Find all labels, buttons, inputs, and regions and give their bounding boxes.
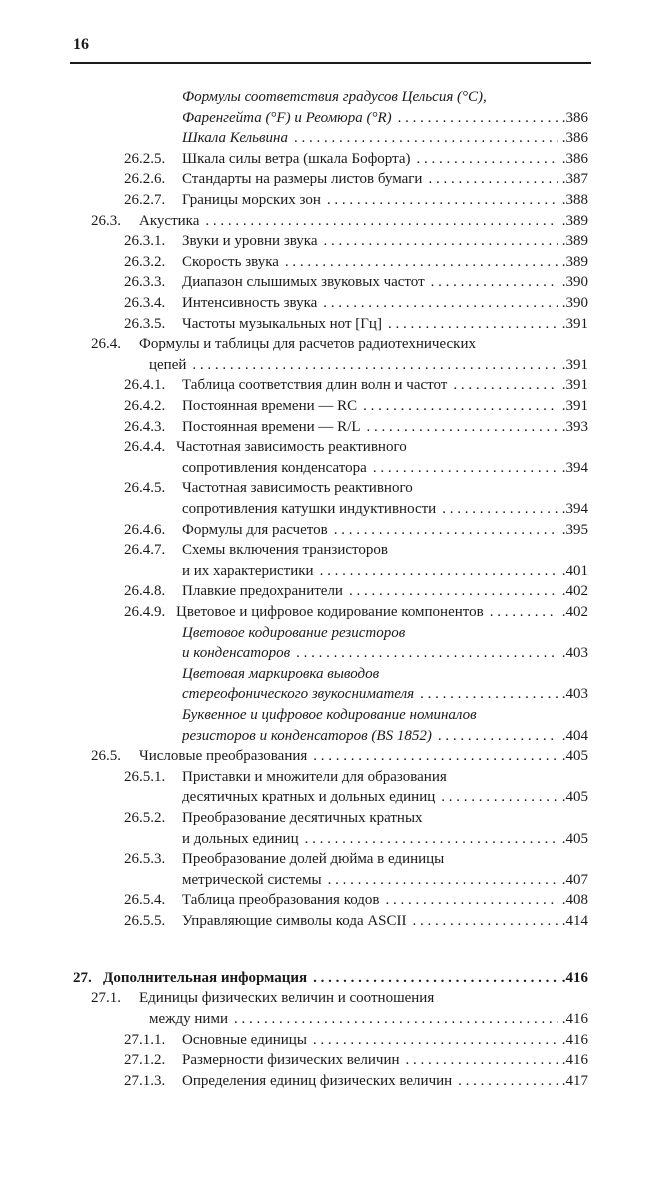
toc-entry-title: Акустика	[139, 212, 200, 229]
toc-entry[interactable]	[0, 870, 650, 890]
dot-leader	[447, 375, 558, 395]
toc-entry[interactable]	[0, 375, 650, 395]
toc-entry-title: между ними	[149, 1010, 228, 1027]
dot-leader	[314, 561, 558, 581]
dot-leader	[307, 1030, 558, 1050]
toc-entry[interactable]	[0, 808, 650, 828]
toc-entry-page: .389	[561, 253, 588, 270]
toc-entry-page: .394	[561, 501, 588, 517]
toc-entry[interactable]	[0, 252, 650, 272]
toc-entry-page: .391	[561, 377, 588, 394]
toc-entry-page: .391	[561, 356, 588, 373]
toc-entry-number: 26.4.2.	[124, 398, 166, 414]
dot-leader	[380, 890, 558, 910]
toc-entry-number: 26.5.5.	[124, 913, 166, 929]
toc-entry-title: Приставки и множители для образования	[182, 768, 447, 785]
toc-entry-title: Интенсивность звука	[182, 295, 318, 311]
dot-leader	[452, 1071, 558, 1091]
toc-entry-page: .401	[561, 562, 588, 579]
toc-entry-number: 26.4.6.	[124, 521, 166, 538]
toc-entry-page: .387	[561, 171, 588, 188]
toc-entry-page: .393	[561, 418, 588, 435]
toc-entry-number: 27.1.3.	[124, 1072, 166, 1089]
toc-entry-title: Частоты музыкальных нот [Гц]	[182, 315, 382, 332]
dot-leader	[414, 684, 558, 704]
dot-leader	[407, 911, 558, 931]
toc-entry[interactable]	[0, 355, 650, 375]
toc-entry-number: 26.3.	[91, 212, 121, 229]
dot-leader	[307, 968, 558, 988]
toc-entry-number: 26.2.5.	[124, 150, 166, 167]
toc-entry[interactable]	[0, 602, 650, 622]
dot-leader	[186, 355, 558, 375]
toc-entry-page: .386	[561, 130, 588, 147]
toc-entry-title: сопротивления конденсатора	[182, 459, 367, 476]
toc-entry-page: .388	[561, 192, 588, 208]
toc-entry-title: Границы морских зон	[182, 192, 321, 208]
toc-entry-title: Буквенное и цифровое кодирование номиналов	[182, 707, 477, 723]
toc-entry-title: Размерности физических величин	[182, 1052, 400, 1069]
toc-entry[interactable]	[0, 272, 650, 292]
toc-entry-title: Шкала силы ветра (шкала Бофорта)	[182, 150, 411, 167]
toc-entry-page: .389	[561, 212, 588, 229]
toc-entry-number: 26.4.3.	[124, 418, 166, 435]
toc-entry-page: .416	[561, 1052, 588, 1069]
toc-entry-number: 26.4.8.	[124, 583, 166, 600]
toc-entry-page: .416	[561, 1010, 588, 1027]
toc-entry[interactable]	[0, 1009, 650, 1029]
toc-entry[interactable]	[0, 417, 650, 437]
toc-entry-title: Таблица соответствия длин волн и частот	[182, 377, 448, 394]
toc-entry[interactable]	[0, 829, 650, 849]
toc-entry-number: 26.3.1.	[124, 233, 166, 250]
toc-entry-number: 26.2.6.	[124, 171, 166, 188]
toc-entry-number: 27.1.1.	[124, 1031, 166, 1048]
toc-entry-number: 27.1.	[91, 990, 121, 1007]
toc-entry-title: Шкала Кельвина	[182, 130, 288, 147]
toc-entry-page: .390	[561, 274, 588, 291]
toc-entry-page: .390	[561, 295, 588, 311]
toc-entry-title: Цветовая маркировка выводов	[182, 665, 380, 682]
dot-leader	[321, 190, 558, 210]
toc-entry-title: и дольных единиц	[182, 830, 299, 847]
toc-entry[interactable]	[0, 1030, 650, 1050]
toc-entry-page: .386	[561, 109, 588, 126]
toc-entry-page: .402	[561, 604, 588, 620]
toc-entry-page: .391	[561, 315, 588, 332]
toc-entry-page: .417	[561, 1072, 588, 1089]
toc-entry[interactable]	[0, 664, 650, 684]
toc-entry-number: 26.5.4.	[124, 892, 166, 909]
toc-entry-title: Управляющие символы кода ASCII	[182, 913, 407, 929]
dot-leader	[357, 396, 558, 416]
dot-leader	[199, 211, 558, 231]
toc-entry[interactable]	[0, 561, 650, 581]
toc-entry-number: 27.	[73, 969, 92, 986]
toc-entry-page: .416	[561, 1031, 588, 1048]
dot-leader	[228, 1009, 558, 1029]
dot-leader	[343, 581, 558, 601]
toc-entry[interactable]	[0, 581, 650, 601]
toc-entry-title: Преобразование долей дюйма в единицы	[182, 851, 445, 868]
toc-entry-title: стереофонического звукоснимателя	[182, 686, 415, 703]
dot-leader	[400, 1050, 558, 1070]
toc-entry-title: десятичных кратных и дольных единиц	[182, 789, 436, 806]
dot-leader	[307, 746, 558, 766]
toc-entry[interactable]	[0, 396, 650, 416]
toc-entry-number: 26.3.5.	[124, 315, 166, 332]
dot-leader	[484, 602, 558, 622]
toc-entry[interactable]	[0, 1071, 650, 1091]
toc-entry[interactable]	[0, 211, 650, 231]
toc-entry-title: Формулы соответствия градусов Цельсия (°С),	[182, 89, 487, 105]
dot-leader	[288, 128, 558, 148]
dot-leader	[367, 458, 558, 478]
toc-entry[interactable]	[0, 169, 650, 189]
toc-entry[interactable]	[0, 334, 650, 354]
dot-leader	[425, 272, 558, 292]
dot-leader	[382, 314, 558, 334]
toc-entry-title: сопротивления катушки индуктивности	[182, 501, 437, 517]
dot-leader	[422, 169, 558, 189]
dot-leader	[279, 252, 558, 272]
dot-leader	[392, 108, 558, 128]
toc-entry-number: 26.5.2.	[124, 810, 166, 826]
toc-entry[interactable]	[0, 684, 650, 704]
toc-entry-number: 26.4.1.	[124, 377, 166, 394]
toc-entry-title: Плавкие предохранители	[182, 583, 343, 600]
toc-entry-title: Стандарты на размеры листов бумаги	[182, 171, 423, 188]
toc-entry-number: 26.4.4.	[124, 439, 166, 456]
toc-entry-page: .405	[561, 789, 588, 806]
toc-entry[interactable]	[0, 643, 650, 663]
toc-entry[interactable]	[0, 911, 650, 931]
toc-entry-page: .416	[561, 969, 588, 986]
toc-entry[interactable]	[0, 190, 650, 210]
toc-entry-page: .403	[561, 645, 588, 662]
toc-entry-title: Диапазон слышимых звуковых частот	[182, 274, 425, 291]
toc-entry-title: Определения единиц физических величин	[182, 1072, 453, 1089]
header-rule	[70, 62, 591, 64]
toc-entry-number: 26.5.1.	[124, 768, 166, 785]
toc-entry-page: .391	[561, 398, 588, 414]
toc-entry-title: Дополнительная информация	[103, 969, 308, 986]
toc-entry[interactable]	[0, 726, 650, 746]
toc-entry-page: .414	[561, 913, 588, 929]
toc-entry[interactable]	[0, 499, 650, 519]
toc-entry-page: .402	[561, 583, 588, 600]
toc-entry[interactable]	[0, 520, 650, 540]
toc-entry-page: .408	[561, 892, 588, 909]
toc-entry[interactable]	[0, 87, 650, 107]
toc-entry[interactable]	[0, 437, 650, 457]
toc-entry-title: Таблица преобразования кодов	[182, 892, 380, 909]
toc-entry-page: .394	[561, 459, 588, 476]
toc-entry[interactable]	[0, 128, 650, 148]
toc-entry-title: резисторов и конденсаторов (BS 1852)	[182, 727, 432, 744]
toc-entry-title: Цветовое и цифровое кодирование компонентов	[176, 604, 484, 620]
dot-leader	[328, 520, 558, 540]
toc-entry-page: .386	[561, 150, 588, 167]
toc-entry[interactable]	[0, 849, 650, 869]
toc-entry-title: Частотная зависимость реактивного	[176, 439, 407, 456]
toc-entry-title: Звуки и уровни звука	[182, 233, 318, 250]
dot-leader	[318, 231, 558, 251]
dot-leader	[360, 417, 558, 437]
toc-entry-number: 26.3.4.	[124, 295, 166, 311]
toc-entry-page: .404	[561, 727, 588, 744]
toc-entry-title: Постоянная времени — R/L	[182, 418, 361, 435]
toc-entry[interactable]	[0, 108, 650, 128]
dot-leader	[435, 787, 558, 807]
dot-leader	[411, 149, 559, 169]
toc-entry[interactable]	[0, 746, 650, 766]
toc-entry-number: 26.4.9.	[124, 604, 166, 620]
toc-entry[interactable]	[0, 458, 650, 478]
toc-entry-page: .405	[561, 830, 588, 847]
toc-entry-title: и их характеристики	[182, 562, 314, 579]
toc-entry-title: Постоянная времени — RC	[182, 398, 358, 414]
toc-entry[interactable]	[0, 623, 650, 643]
toc-entry-title: метрической системы	[182, 871, 322, 888]
toc-entry-title: Скорость звука	[182, 253, 279, 270]
toc-entry-title: Основные единицы	[182, 1031, 307, 1048]
toc-entry[interactable]	[0, 314, 650, 334]
toc-entry[interactable]	[0, 540, 650, 560]
toc-entry-page: .405	[561, 748, 588, 765]
toc-entry-number: 26.3.2.	[124, 253, 166, 270]
dot-leader	[432, 726, 558, 746]
toc-entry-title: Числовые преобразования	[139, 748, 308, 765]
toc-entry[interactable]	[0, 968, 650, 988]
toc-entry-page: .407	[561, 871, 588, 888]
page-number: 16	[73, 36, 89, 53]
dot-leader	[436, 499, 558, 519]
toc-entry-number: 26.4.5.	[124, 480, 166, 497]
toc-entry-number: 27.1.2.	[124, 1052, 166, 1069]
toc-entry-title: и конденсаторов	[182, 645, 291, 662]
toc-entry[interactable]	[0, 231, 650, 251]
toc-entry-title: Формулы для расчетов	[182, 521, 328, 538]
toc-entry-title: Схемы включения транзисторов	[182, 542, 388, 559]
toc-entry-number: 26.4.	[91, 336, 121, 353]
toc-entry-page: .403	[561, 686, 588, 703]
dot-leader	[290, 643, 558, 663]
toc-entry[interactable]	[0, 478, 650, 498]
dot-leader	[317, 293, 558, 313]
toc-entry-page: .389	[561, 233, 588, 250]
toc-entry[interactable]	[0, 705, 650, 725]
toc-entry[interactable]	[0, 767, 650, 787]
dot-leader	[322, 870, 558, 890]
toc-entry-title: цепей	[149, 356, 187, 373]
toc-entry[interactable]	[0, 293, 650, 313]
toc-entry-number: 26.5.3.	[124, 851, 166, 868]
toc-entry-number: 26.4.7.	[124, 542, 166, 559]
toc-entry-page: .395	[561, 521, 588, 538]
toc-entry[interactable]	[0, 890, 650, 910]
toc-entry-title: Фаренгейта (°F) и Реомюра (°R)	[182, 109, 392, 126]
toc-entry-title: Цветовое кодирование резисторов	[182, 624, 406, 641]
toc-entry[interactable]	[0, 988, 650, 1008]
toc-entry-number: 26.3.3.	[124, 274, 166, 291]
toc-entry-number: 26.5.	[91, 748, 121, 765]
toc-entry-title: Преобразование десятичных кратных	[182, 810, 423, 826]
toc-entry-title: Единицы физических величин и соотношения	[139, 990, 435, 1007]
toc-entry-title: Частотная зависимость реактивного	[182, 480, 413, 497]
toc-entry[interactable]	[0, 1050, 650, 1070]
dot-leader	[299, 829, 558, 849]
toc-entry[interactable]	[0, 149, 650, 169]
toc-entry-title: Формулы и таблицы для расчетов радиотехнических	[139, 336, 476, 353]
toc-entry-number: 26.2.7.	[124, 192, 166, 208]
toc-entry[interactable]	[0, 787, 650, 807]
